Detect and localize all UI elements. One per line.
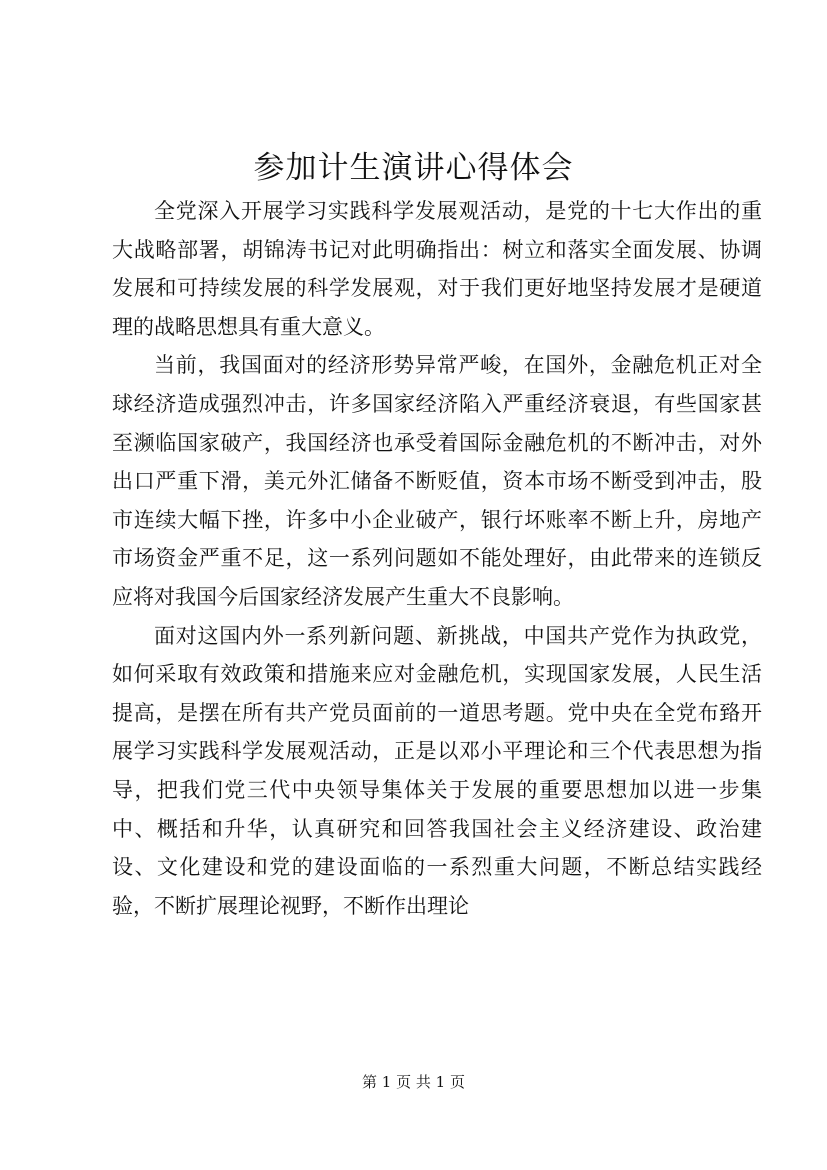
- page-footer: 第 1 页 共 1 页: [362, 1073, 465, 1091]
- page-title: 参加计生演讲心得体会: [253, 150, 574, 186]
- paragraph: 面对这国内外一系列新问题、新挑战，中国共产党作为执政党，如何采取有效政策和措施来应对金融危机，实现国家发展，人民生活提高，是摆在所有共产党员面前的一道思考题。党中央在全党布臵开展学习实践科学发展观活动，正是以邓小平理论和三个代表思想为指导，把我们党三代中央领导集体关于发展的重要思想加以进一步集中、概括和升华，认真研究和回答我国社会主义经济建设、政治建设、文化建设和党的建设面临的一系烈重大问题，不断总结实践经验，不断扩展理论视野，不断作出理论: [112, 623, 762, 918]
- paragraph: 全党深入开展学习实践科学发展观活动，是党的十七大作出的重大战略部署，胡锦涛书记对此明确指出：树立和落实全面发展、协调发展和可持续发展的科学发展观，对于我们更好地坚持发展才是硬道理的战略思想具有重大意义。: [112, 199, 762, 339]
- document-body: [112, 192, 762, 925]
- paragraph: 当前，我国面对的经济形势异常严峻，在国外，金融危机正对全球经济造成强烈冲击，许多国家经济陷入严重经济衰退，有些国家甚至濒临国家破产，我国经济也承受着国际金融危机的不断冲击，对外出口严重下滑，美元外汇储备不断贬值，资本市场不断受到冲击，股市连续大幅下挫，许多中小企业破产，银行坏账率不断上升，房地产市场资金严重不足，这一系列问题如不能处理好，由此带来的连锁反应将对我国今后国家经济发展产生重大不良影响。: [112, 353, 762, 609]
